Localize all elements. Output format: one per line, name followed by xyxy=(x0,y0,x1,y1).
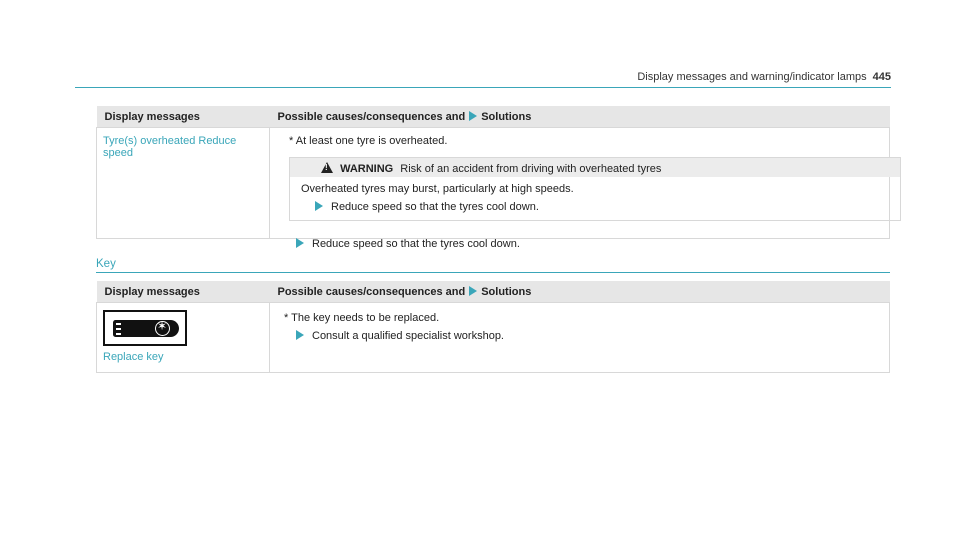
action-text: Consult a qualified specialist workshop. xyxy=(312,330,504,342)
col-solutions-label: Solutions xyxy=(481,286,532,298)
cause-cell xyxy=(270,303,890,373)
key-messages-table xyxy=(96,281,890,373)
running-header-title: Display messages and warning/indicator lamps xyxy=(637,71,867,83)
col-causes-label: Possible causes/consequences and xyxy=(277,286,466,298)
display-message: Replace key xyxy=(103,351,164,363)
col-causes-label: Possible causes/consequences and xyxy=(277,111,466,123)
table-row xyxy=(97,128,890,239)
col-display-messages: Display messages xyxy=(97,281,270,303)
tyre-messages-table xyxy=(96,106,890,250)
arrow-icon xyxy=(469,286,477,296)
page-number: 445 xyxy=(872,71,891,83)
cause-text: * The key needs to be replaced. xyxy=(284,312,440,324)
arrow-icon xyxy=(296,330,304,340)
page-header xyxy=(75,0,891,88)
col-solutions-label: Solutions xyxy=(481,111,532,123)
warning-action xyxy=(301,201,539,213)
col-display-messages: Display messages xyxy=(97,106,270,128)
action-step xyxy=(292,330,504,342)
arrow-icon xyxy=(315,201,323,211)
display-message: Tyre(s) overheated Reduce speed xyxy=(103,135,237,159)
table-row xyxy=(97,303,890,373)
warning-label: WARNING xyxy=(340,163,394,175)
warning-heading xyxy=(321,162,661,175)
table-header-row xyxy=(97,281,890,303)
action-step xyxy=(292,238,520,250)
warning-box xyxy=(289,157,901,221)
col-causes-solutions xyxy=(270,281,890,303)
star-logo-icon xyxy=(155,321,170,336)
warning-action-text: Reduce speed so that the tyres cool down. xyxy=(331,201,539,213)
arrow-icon xyxy=(469,111,477,121)
message-cell xyxy=(97,303,270,373)
key-body xyxy=(113,320,179,337)
cause-text: * At least one tyre is overheated. xyxy=(289,135,448,147)
key-fob-icon xyxy=(103,310,187,346)
warning-icon xyxy=(321,162,333,173)
section-title: Key xyxy=(96,258,890,273)
running-header xyxy=(637,71,891,83)
col-causes-solutions xyxy=(270,106,890,128)
message-cell xyxy=(97,128,270,239)
warning-title: Risk of an accident from driving with overheated tyres xyxy=(400,163,662,175)
cause-cell xyxy=(270,128,890,250)
warning-text: Overheated tyres may burst, particularly at high speeds. xyxy=(301,183,574,195)
arrow-icon xyxy=(296,238,304,248)
action-text: Reduce speed so that the tyres cool down. xyxy=(312,238,520,250)
table-header-row xyxy=(97,106,890,128)
